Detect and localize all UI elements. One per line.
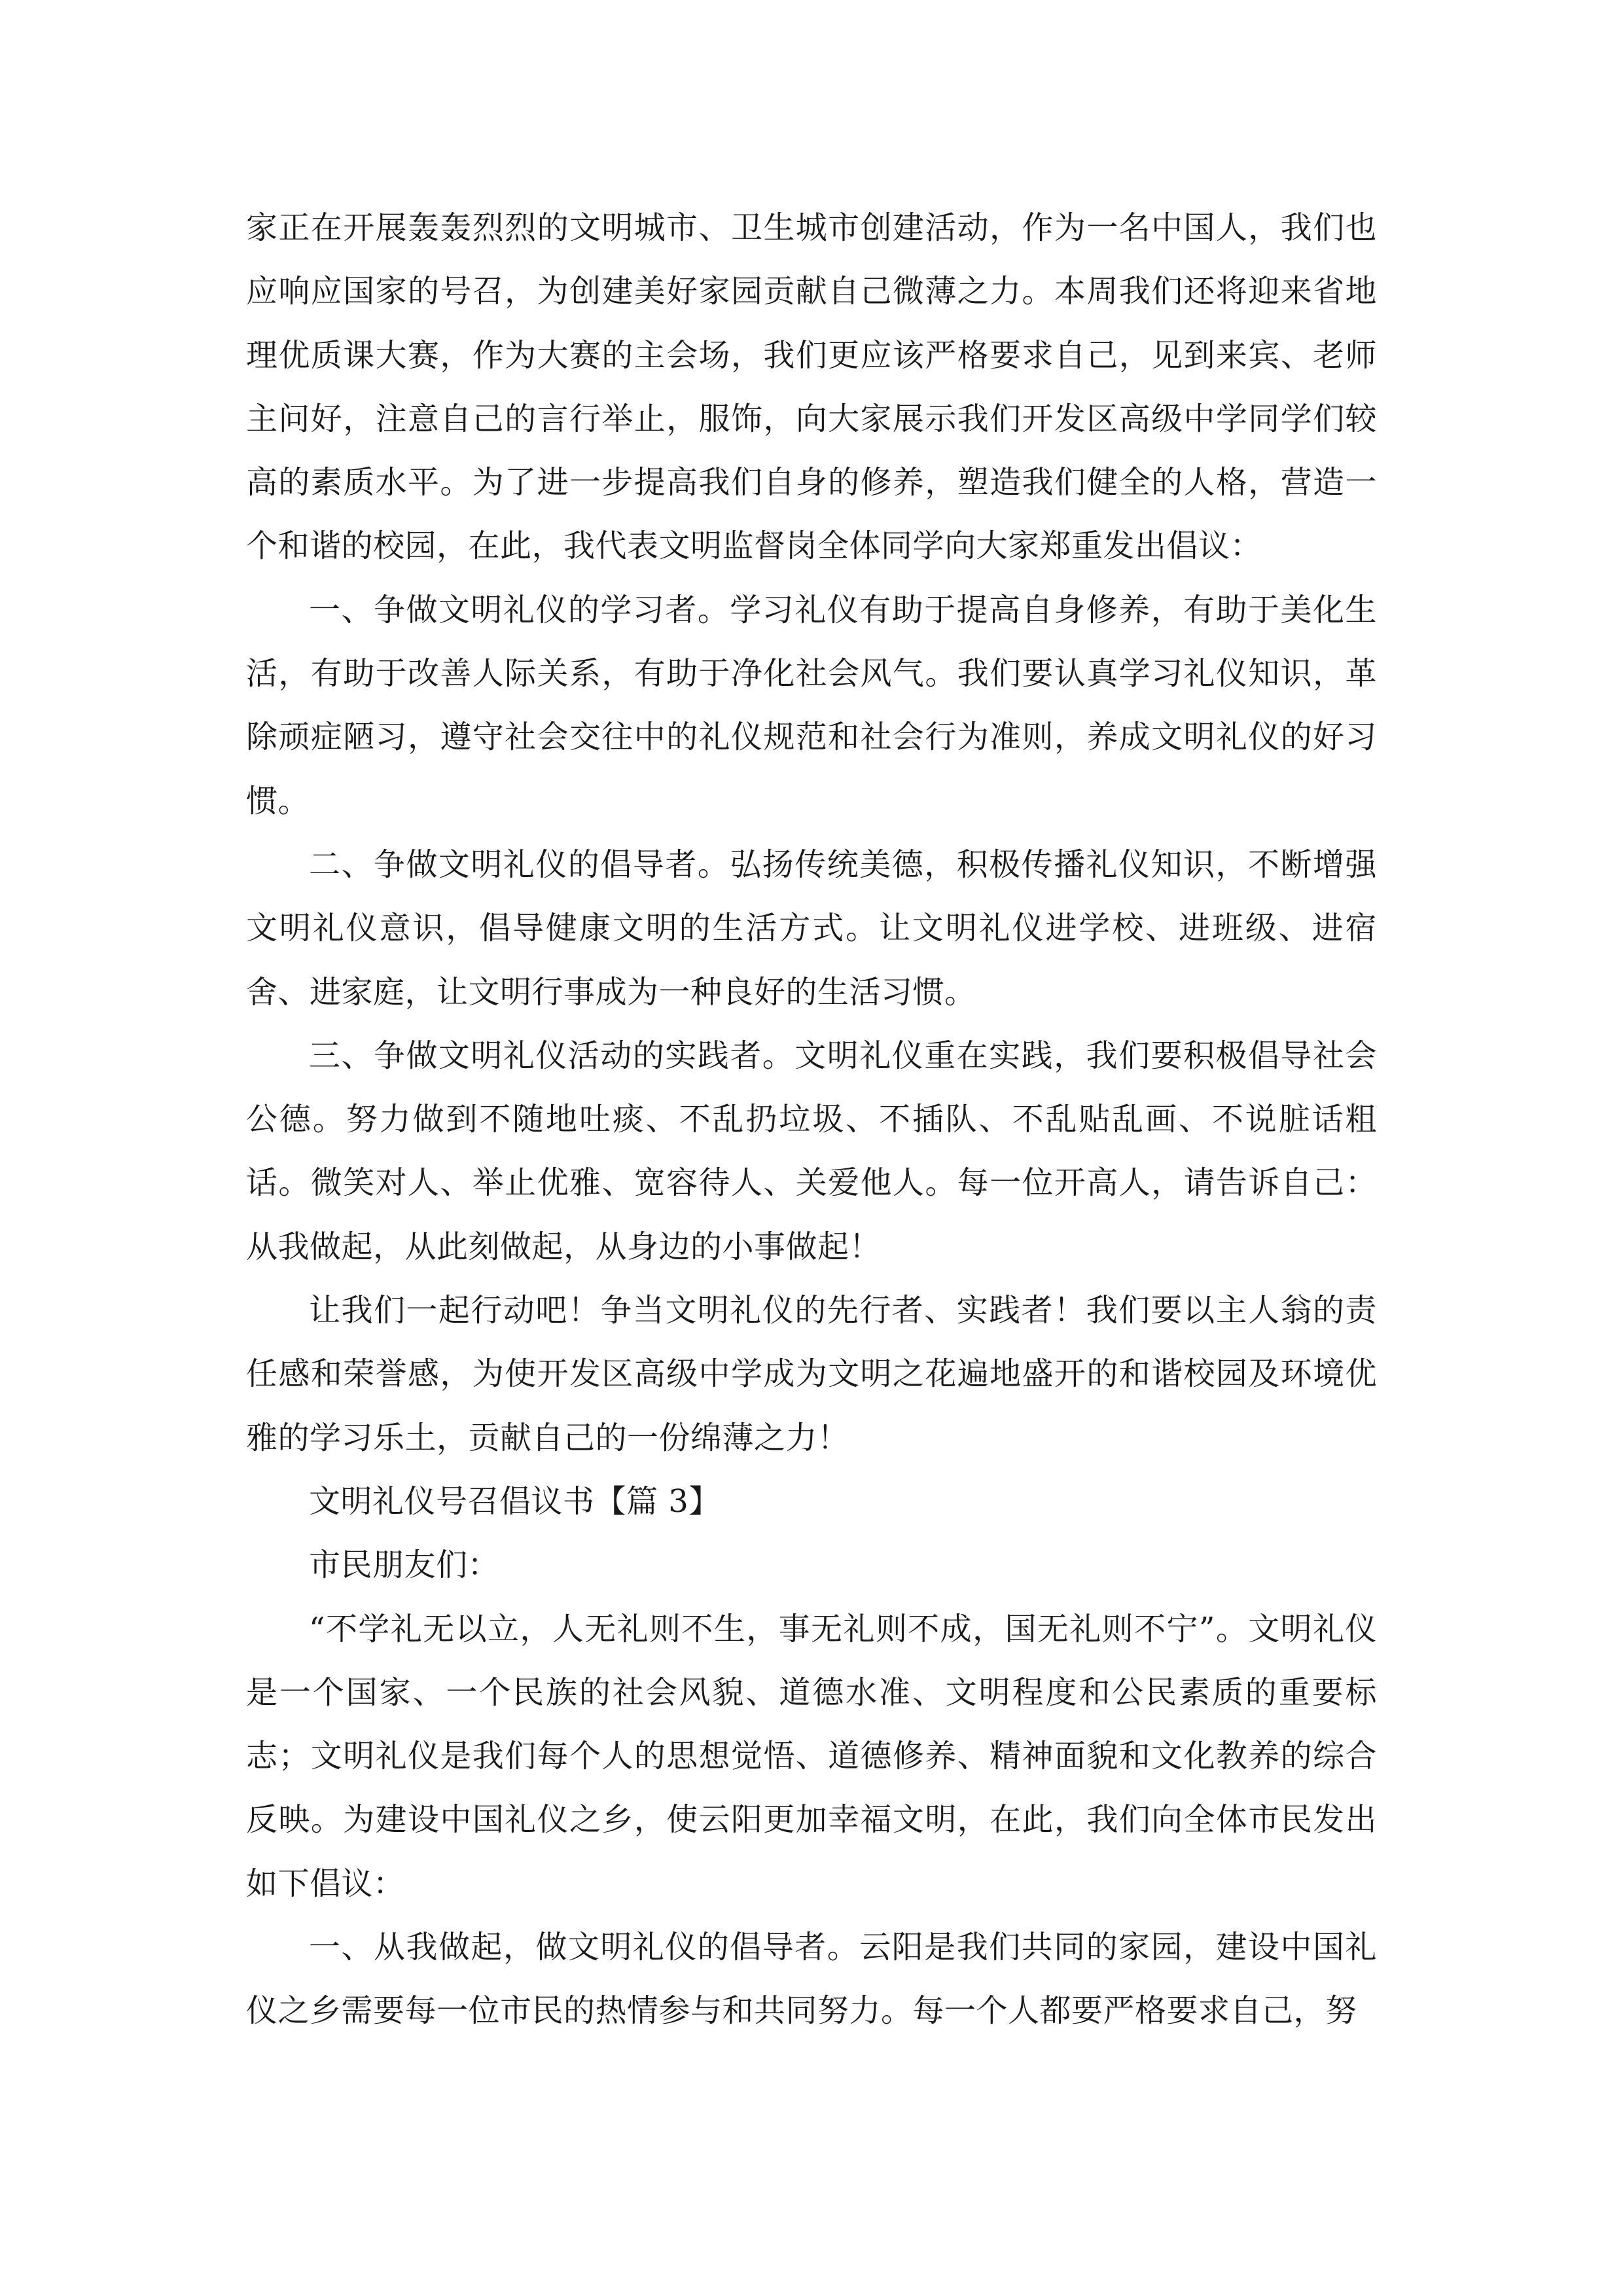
paragraph-continuation: 家正在开展轰轰烈烈的文明城市、卫生城市创建活动，作为一名中国人，我们也应响应国家的号召，为创建美好家园贡献自己微薄之力。本周我们还将迎来省地理优质课大赛，作为大赛的主会场，我们更应该严格要求自己，见到来宾、老师主问好，注意自己的言行举止，服饰，向大家展示我们开发区高级中学同学们较高的素质水平。为了进一步提高我们自身的修养，塑造我们健全的人格，营造一个和谐的校园，在此，我代表文明监督岗全体同学向大家郑重发出倡议： bbox=[246, 209, 1377, 565]
paragraph-closing: 让我们一起行动吧！争当文明礼仪的先行者、实践者！我们要以主人翁的责任感和荣誉感，为使开发区高级中学成为文明之花遍地盛开的和谐校园及环境优雅的学习乐土，贡献自己的一份绵薄之力！ bbox=[246, 1292, 1377, 1456]
document-body bbox=[246, 196, 1377, 2043]
paragraph-item-b1: 一、从我做起，做文明礼仪的倡导者。云阳是我们共同的家园，建设中国礼仪之乡需要每一位市民的热情参与和共同努力。每一个人都要严格要求自己，努 bbox=[246, 1929, 1377, 2030]
paragraph-intro: “不学礼无以立，人无礼则不生，事无礼则不成，国无礼则不宁”。文明礼仪是一个国家、一个民族的社会风貌、道德水准、文明程度和公民素质的重要标志；文明礼仪是我们每个人的思想觉悟、道德修养、精神面貌和文化教养的综合反映。为建设中国礼仪之乡，使云阳更加幸福文明，在此，我们向全体市民发出如下倡议： bbox=[246, 1610, 1377, 1902]
paragraph-item-1: 一、争做文明礼仪的学习者。学习礼仪有助于提高自身修养，有助于美化生活，有助于改善人际关系，有助于净化社会风气。我们要认真学习礼仪知识，革除顽症陋习，遵守社会交往中的礼仪规范和社会行为准则，养成文明礼仪的好习惯。 bbox=[246, 591, 1377, 819]
paragraph-item-2: 二、争做文明礼仪的倡导者。弘扬传统美德，积极传播礼仪知识，不断增强文明礼仪意识，倡导健康文明的生活方式。让文明礼仪进学校、进班级、进宿舍、进家庭，让文明行事成为一种良好的生活习惯。 bbox=[246, 846, 1377, 1011]
paragraph-item-3: 三、争做文明礼仪活动的实践者。文明礼仪重在实践，我们要积极倡导社会公德。努力做到不随地吐痰、不乱扔垃圾、不插队、不乱贴乱画、不说脏话粗话。微笑对人、举止优雅、宽容待人、关爱他人。每一位开高人，请告诉自己：从我做起，从此刻做起，从身边的小事做起！ bbox=[246, 1037, 1377, 1265]
salutation: 市民朋友们： bbox=[309, 1547, 500, 1584]
section-heading: 文明礼仪号召倡议书【篇 3】 bbox=[309, 1482, 721, 1520]
